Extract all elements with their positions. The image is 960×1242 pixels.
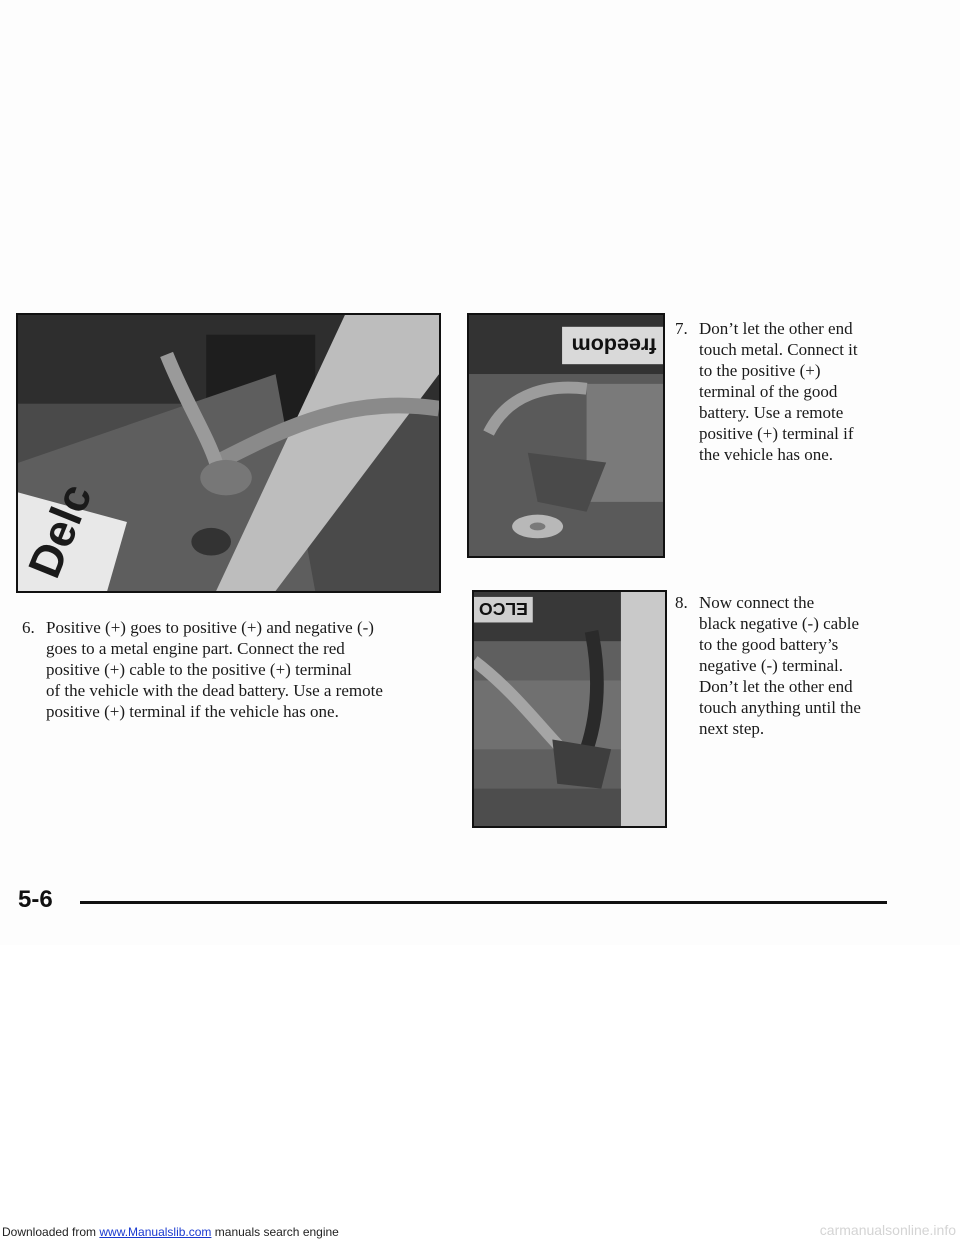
download-notice — [2, 1225, 339, 1239]
download-prefix: Downloaded from — [2, 1225, 100, 1239]
battery-label-text: freedom — [571, 333, 657, 359]
step-text: Positive (+) goes to positive (+) and negative (-) goes to a metal engine part. Connect the red positive (+) cable to the positive (+) terminal of the vehicle with the dead battery. Use a remote positive (+) terminal if the vehicle has one. — [46, 618, 383, 721]
footer-rule — [80, 901, 887, 904]
download-suffix: manuals search engine — [211, 1225, 339, 1239]
step-7 — [675, 318, 885, 465]
battery-label-text-2: ELCO — [478, 598, 528, 619]
step-number: 6. — [22, 618, 35, 637]
step-number: 7. — [675, 319, 688, 338]
photo-good-battery-positive — [467, 313, 665, 558]
battery-brand-text: Delc — [18, 476, 102, 585]
page-number: 5-6 — [18, 886, 53, 913]
step-number: 8. — [675, 593, 688, 612]
step-6 — [22, 617, 422, 722]
step-8 — [675, 592, 885, 739]
photo-dead-battery-connection — [16, 313, 441, 593]
step-text: Now connect the black negative (-) cable to the good battery’s negative (-) terminal. Don’t let the other end touch anything until the next step. — [699, 593, 861, 738]
step-text: Don’t let the other end touch metal. Connect it to the positive (+) terminal of the good battery. Use a remote positive (+) terminal if the vehicle has one. — [699, 319, 858, 464]
download-footer — [0, 1224, 960, 1242]
manualslib-link[interactable]: www.Manualslib.com — [99, 1225, 212, 1239]
photo-good-battery-negative — [472, 590, 667, 828]
watermark: carmanualsonline.info — [819, 1222, 956, 1238]
